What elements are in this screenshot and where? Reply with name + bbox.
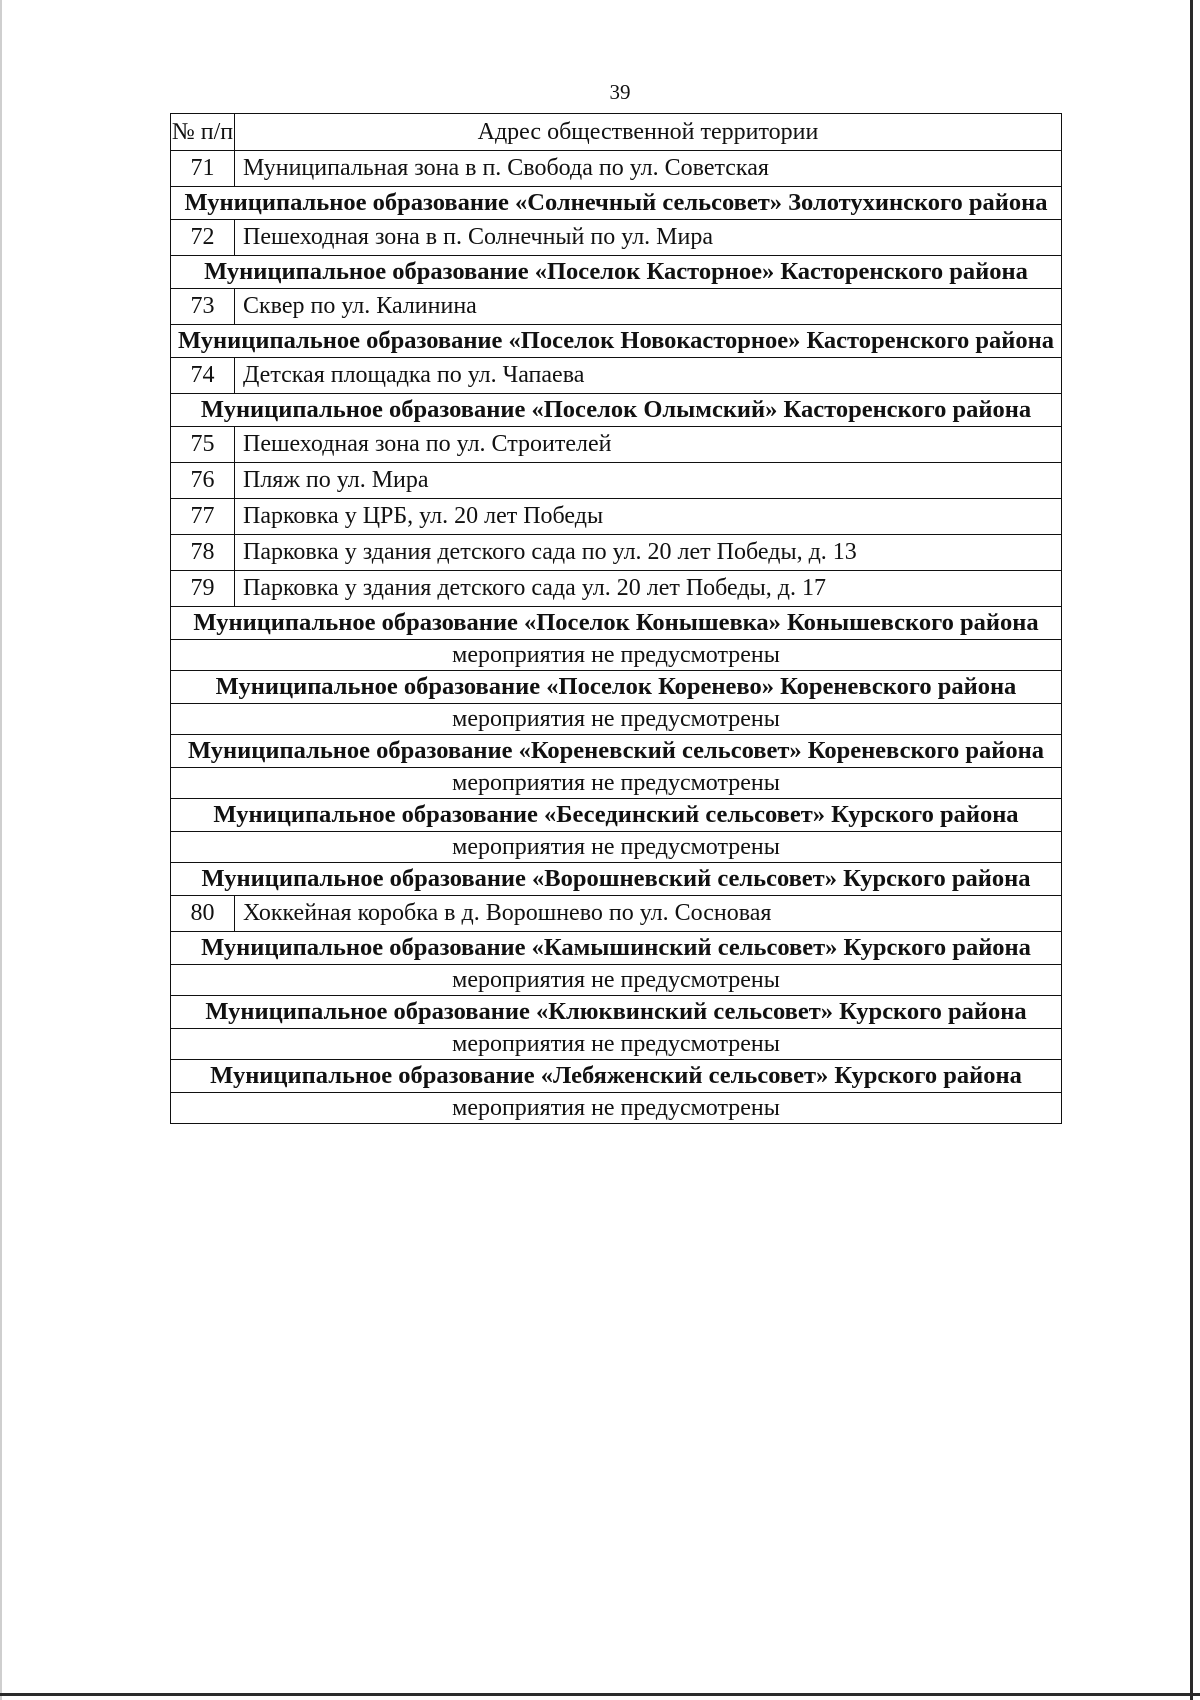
municipality-group-row — [171, 863, 1062, 896]
row-number: 80 — [171, 896, 235, 932]
table-row — [171, 151, 1062, 187]
municipality-group-row — [171, 735, 1062, 768]
municipality-title: Муниципальное образование «Лебяженский сельсовет» Курского района — [171, 1060, 1062, 1093]
table-row — [171, 463, 1062, 499]
municipality-group-row — [171, 607, 1062, 640]
municipality-title: Муниципальное образование «Ворошневский сельсовет» Курского района — [171, 863, 1062, 896]
territory-table — [170, 113, 1062, 1124]
no-activities-text: мероприятия не предусмотрены — [171, 965, 1062, 996]
table-row — [171, 896, 1062, 932]
row-address: Муниципальная зона в п. Свобода по ул. Советская — [235, 151, 1062, 187]
scan-bottom-edge — [0, 1693, 1200, 1696]
municipality-title: Муниципальное образование «Поселок Олымский» Касторенского района — [171, 394, 1062, 427]
no-activities-row — [171, 704, 1062, 735]
scan-right-edge — [1190, 0, 1193, 1700]
municipality-group-row — [171, 394, 1062, 427]
municipality-title: Муниципальное образование «Поселок Касторное» Касторенского района — [171, 256, 1062, 289]
table-row — [171, 289, 1062, 325]
municipality-title: Муниципальное образование «Камышинский сельсовет» Курского района — [171, 932, 1062, 965]
header-number-label: № п/п — [171, 119, 234, 145]
no-activities-row — [171, 832, 1062, 863]
municipality-title: Муниципальное образование «Солнечный сельсовет» Золотухинского района — [171, 187, 1062, 220]
table-header — [171, 114, 1062, 151]
row-address: Парковка у здания детского сада ул. 20 лет Победы, д. 17 — [235, 571, 1062, 607]
row-number: 74 — [171, 358, 235, 394]
no-activities-text: мероприятия не предусмотрены — [171, 1093, 1062, 1124]
table-row — [171, 499, 1062, 535]
row-address: Парковка у ЦРБ, ул. 20 лет Победы — [235, 499, 1062, 535]
row-number: 73 — [171, 289, 235, 325]
municipality-group-row — [171, 1060, 1062, 1093]
no-activities-row — [171, 1093, 1062, 1124]
row-address: Пляж по ул. Мира — [235, 463, 1062, 499]
row-number: 77 — [171, 499, 235, 535]
municipality-title: Муниципальное образование «Поселок Коренево» Кореневского района — [171, 671, 1062, 704]
table-row — [171, 571, 1062, 607]
municipality-title: Муниципальное образование «Клюквинский сельсовет» Курского района — [171, 996, 1062, 1029]
row-number: 76 — [171, 463, 235, 499]
municipality-group-row — [171, 187, 1062, 220]
no-activities-row — [171, 640, 1062, 671]
municipality-group-row — [171, 799, 1062, 832]
row-address: Хоккейная коробка в д. Ворошнево по ул. Сосновая — [235, 896, 1062, 932]
table-row — [171, 427, 1062, 463]
municipality-group-row — [171, 996, 1062, 1029]
municipality-title: Муниципальное образование «Поселок Конышевка» Конышевского района — [171, 607, 1062, 640]
municipality-group-row — [171, 671, 1062, 704]
no-activities-row — [171, 768, 1062, 799]
no-activities-text: мероприятия не предусмотрены — [171, 768, 1062, 799]
municipality-group-row — [171, 325, 1062, 358]
municipality-title: Муниципальное образование «Бесединский сельсовет» Курского района — [171, 799, 1062, 832]
no-activities-text: мероприятия не предусмотрены — [171, 832, 1062, 863]
row-number: 78 — [171, 535, 235, 571]
row-address: Пешеходная зона в п. Солнечный по ул. Мира — [235, 220, 1062, 256]
table-row — [171, 220, 1062, 256]
row-address: Парковка у здания детского сада по ул. 20 лет Победы, д. 13 — [235, 535, 1062, 571]
row-number: 75 — [171, 427, 235, 463]
no-activities-row — [171, 965, 1062, 996]
no-activities-text: мероприятия не предусмотрены — [171, 704, 1062, 735]
municipality-title: Муниципальное образование «Кореневский сельсовет» Кореневского района — [171, 735, 1062, 768]
row-number: 72 — [171, 220, 235, 256]
page-number: 39 — [609, 80, 631, 104]
municipality-group-row — [171, 256, 1062, 289]
table-body — [171, 151, 1062, 1124]
municipality-group-row — [171, 932, 1062, 965]
row-address: Пешеходная зона по ул. Строителей — [235, 427, 1062, 463]
header-address: Адрес общественной территории — [235, 114, 1062, 151]
municipality-title: Муниципальное образование «Поселок Новокасторное» Касторенского района — [171, 325, 1062, 358]
scan-left-edge — [0, 0, 2, 1700]
table-row — [171, 358, 1062, 394]
row-address: Детская площадка по ул. Чапаева — [235, 358, 1062, 394]
row-number: 79 — [171, 571, 235, 607]
no-activities-text: мероприятия не предусмотрены — [171, 640, 1062, 671]
row-number: 71 — [171, 151, 235, 187]
row-address: Сквер по ул. Калинина — [235, 289, 1062, 325]
table-row — [171, 535, 1062, 571]
no-activities-text: мероприятия не предусмотрены — [171, 1029, 1062, 1060]
header-number — [171, 114, 235, 151]
no-activities-row — [171, 1029, 1062, 1060]
